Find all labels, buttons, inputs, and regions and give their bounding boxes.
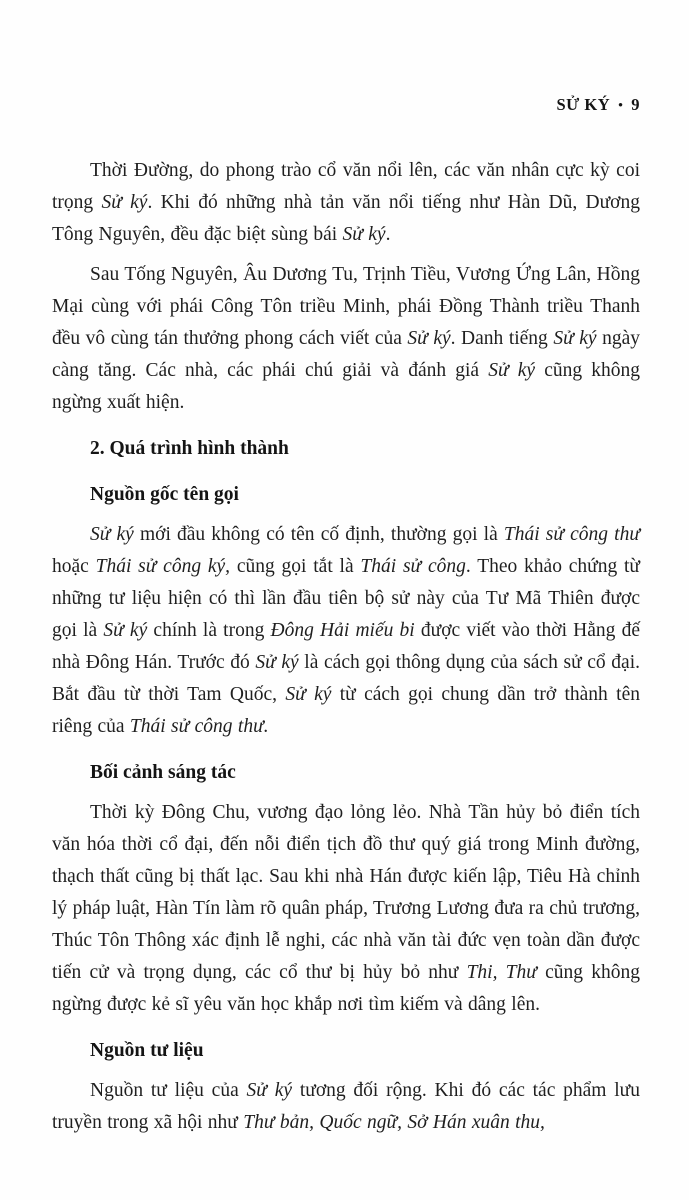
book-title-italic: Sử ký <box>553 328 597 349</box>
book-title-italic: Thư bản, Quốc ngữ, Sở Hán xuân thu, <box>243 1112 545 1133</box>
book-title-italic: Sử ký <box>342 224 386 245</box>
text-run: Thời kỳ Đông Chu, vương đạo lỏng lẻo. Nhà Tần hủy bỏ điển tích văn hóa thời cổ đại, đến nỗi điển tịch đồ thư quý giá trong Minh đường, thạch thất cũng bị thất lạc. Sau khi nhà Hán được kiến lập, Tiêu Hà chỉnh lý pháp luật, Hàn Tín làm rõ quân pháp, Trương Lương đưa ra chủ trương, Thúc Tôn Thông xác định lễ nghi, các nhà văn tài đức vẹn toàn dần được tiến cử và trọng dụng, các cổ thư bị hủy bỏ như <box>52 802 640 983</box>
text-run: được viết vào thời Hằng đế nhà Đông Hán. Trước đó <box>52 620 641 673</box>
book-title-italic: Thái sử công <box>360 556 466 577</box>
book-title-italic: Sử ký <box>407 328 451 349</box>
book-title-italic: Thái sử công thư <box>503 524 640 545</box>
text-run: mới đầu không có tên cố định, thường gọi là <box>133 524 504 545</box>
text-run: Thời Đường, do phong trào cổ văn nổi lên, các văn nhân cực kỳ coi trọng <box>52 160 640 213</box>
book-title-italic: Sử ký <box>103 620 148 641</box>
book-title-italic: Sử ký <box>246 1080 293 1101</box>
text-run: cũng không ngừng xuất hiện. <box>52 360 640 413</box>
book-title-italic: Đông Hải miếu bi <box>270 620 415 641</box>
text-run: cũng không ngừng được kẻ sĩ yêu văn học khắp nơi tìm kiếm và dâng lên. <box>52 962 641 1015</box>
subheading-sources: Nguồn tư liệu <box>90 1040 204 1061</box>
book-title-italic: Sử ký <box>488 360 536 381</box>
book-title-italic: Sử ký <box>90 524 134 545</box>
text-run: cũng gọi tắt là <box>230 556 361 577</box>
book-title-italic: Sử ký <box>101 192 148 213</box>
paragraph-sources <box>52 1075 640 1139</box>
text-run: . Danh tiếng <box>450 328 554 349</box>
paragraph-tang-dynasty <box>52 155 640 251</box>
book-title-italic: Thái sử công ký, <box>95 556 231 577</box>
text-run: từ cách gọi chung dần trở thành tên riêng của <box>52 684 640 737</box>
book-title-italic: Sử ký <box>255 652 299 673</box>
paragraph-song-yuan <box>52 259 640 419</box>
paragraph-context <box>52 797 640 1021</box>
subheading-name-origin: Nguồn gốc tên gọi <box>90 484 239 505</box>
text-run: Nguồn tư liệu của <box>90 1080 247 1101</box>
running-title: SỬ KÝ <box>556 95 611 114</box>
paragraph-name-origin <box>52 519 640 743</box>
book-title-italic: Sử ký <box>285 684 332 705</box>
book-title-italic: Thi, Thư <box>466 962 537 983</box>
text-run: ngày càng tăng. Các nhà, các phái chú giải và đánh giá <box>52 328 641 381</box>
subheading-context: Bối cảnh sáng tác <box>90 762 236 783</box>
text-run: chính là trong <box>147 620 271 641</box>
text-run: . <box>385 224 391 245</box>
page-number: 9 <box>631 95 640 114</box>
text-run: Sau Tống Nguyên, Âu Dương Tu, Trịnh Tiều, Vương Ứng Lân, Hồng Mại cùng với phái Công Tôn triều Minh, phái Đồng Thành triều Thanh đều vô cùng tán thưởng phong cách viết của <box>52 264 640 349</box>
page-header <box>52 95 640 115</box>
text-run: . Khi đó những nhà tản văn nổi tiếng như Hàn Dũ, Dương Tông Nguyên, đều đặc biệt sùng bái <box>52 192 640 245</box>
section-heading-formation: 2. Quá trình hình thành <box>90 438 289 459</box>
text-run: . Theo khảo chứng từ những tư liệu hiện có thì lần đầu tiên bộ sử này của Tư Mã Thiên được gọi là <box>52 556 641 641</box>
text-run: tương đối rộng. Khi đó các tác phẩm lưu truyền trong xã hội như <box>52 1080 641 1133</box>
header-separator: • <box>618 97 624 112</box>
text-run: là cách gọi thông dụng của sách sử cổ đại. Bắt đầu từ thời Tam Quốc, <box>52 652 640 705</box>
book-title-italic: Thái sử công thư. <box>129 716 269 737</box>
text-run: hoặc <box>52 556 96 577</box>
